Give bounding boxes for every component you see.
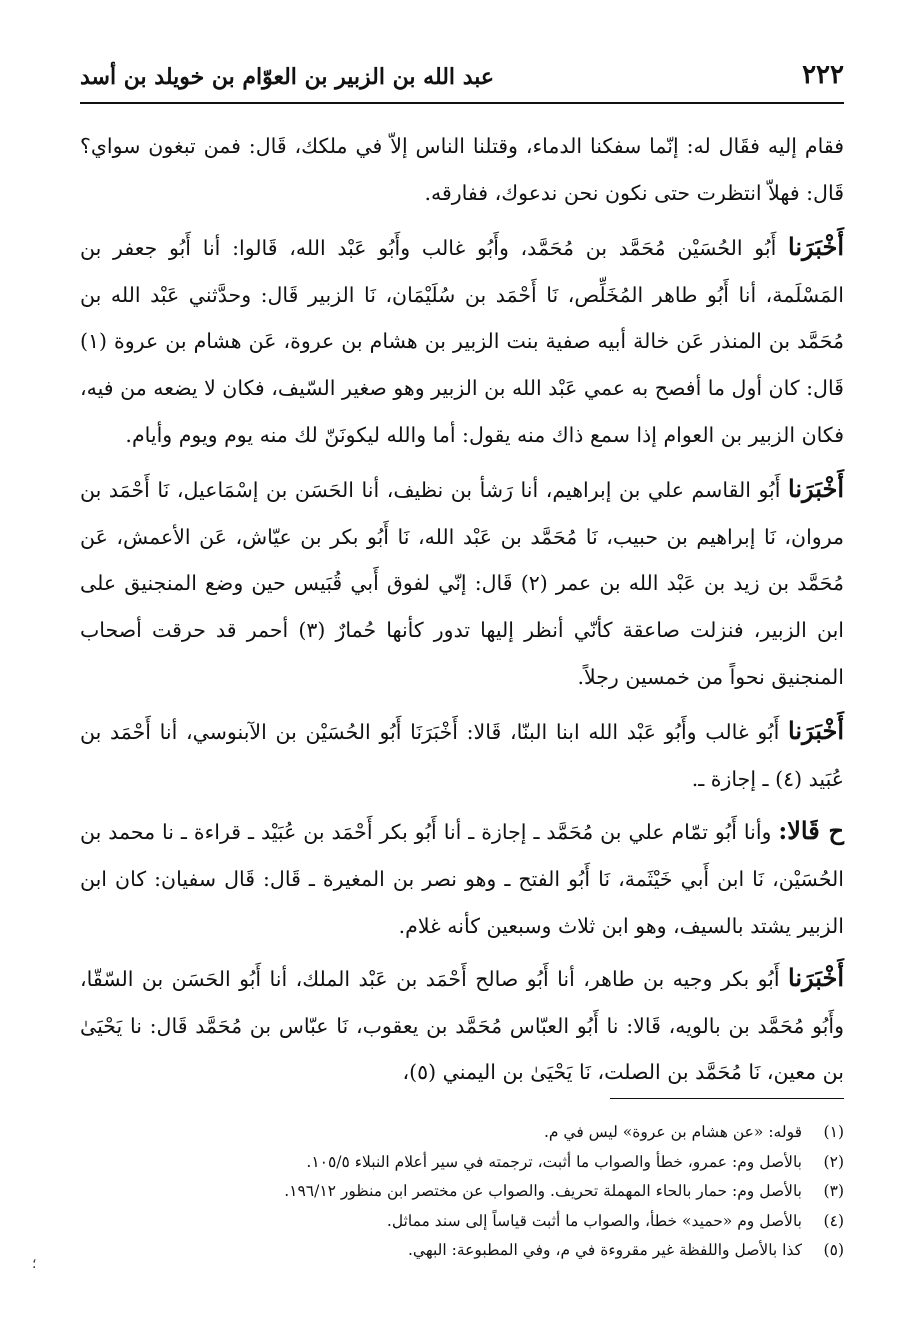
paragraph-lead: أَخْبَرَنا <box>788 232 844 262</box>
footnote <box>80 1118 844 1148</box>
footnote-text: بالأصل وم: حمار بالحاء المهملة تحريف. والصواب عن مختصر ابن منظور ١٩٦/١٢. <box>284 1182 802 1200</box>
footnote-number: (٥) <box>823 1241 844 1259</box>
paragraph-text: أَبُو الحُسَيْن مُحَمَّد بن مُحَمَّد، وأَبُو غالب وأَبُو عَبْد الله، قَالوا: أنا أَبُو جعفر بن المَسْلَمة، أنا أَبُو طاهر المُخَلِّص، نَا أَحْمَد بن سُلَيْمَان، نَا الزبير قَال: وحدَّثني عَبْد الله بن مُحَمَّد بن المنذر عَن خالة أبيه صفية بنت الزبير بن هشام بن عروة، عَن هشام بن عروة (١) قَال: كان أول ما أفصح به عمي عَبْد الله بن الزبير وهو صغير السّيف، فكان لا يضعه من فيه، فكان الزبير بن العوام إذا سمع ذاك منه يقول: أما والله ليكونَنّ لك منه يوم ويوم وأيام. <box>80 236 844 447</box>
header-rule <box>80 102 844 104</box>
footnote <box>80 1177 844 1207</box>
paragraph-lead: أَخْبَرَنا <box>788 474 844 504</box>
running-title: عبد الله بن الزبير بن العوّام بن خويلد بن أسد <box>80 64 495 90</box>
footnote-number: (٢) <box>823 1152 844 1171</box>
paragraph-lead: أَخْبَرَنا <box>788 963 844 993</box>
paragraph <box>80 224 844 458</box>
footnote-rule <box>610 1098 844 1099</box>
page-number: ٢٢٢ <box>802 60 844 90</box>
paragraph <box>80 466 844 700</box>
paragraph-text: فقام إليه فقَال له: إنّما سفكنا الدماء، وقتلنا الناس إلاّ في ملكك، قَال: فمن تبغون سواي؟ قَال: فهلاّ انتظرت حتى نكون نحن ندعوك، ففارقه. <box>80 134 844 205</box>
paragraph-text: أَبُو القاسم علي بن إبراهيم، أنا رَشأ بن نظيف، أنا الحَسَن بن إسْمَاعيل، نَا أَحْمَد بن مروان، نَا إبراهيم بن حبيب، نَا مُحَمَّد بن عَبْد الله، نَا أَبُو بكر بن عيّاش، عَن الأعمش، عَن مُحَمَّد بن زيد بن عَبْد الله بن عمر (٢) قَال: إنّي لفوق أَبي قُبَيس حين وضع المنجنيق على ابن الزبير، فنزلت صاعقة كأنّي أنظر إليها تدور كأنها حُمارٌ (٣) أحمر قد حرقت أصحاب المنجنيق نحواً من خمسين رجلاً. <box>80 478 845 689</box>
page-header <box>80 58 844 102</box>
footnote <box>80 1236 844 1266</box>
paragraph-text: أَبُو بكر وجيه بن طاهر، أنا أَبُو صالح أَحْمَد بن عَبْد الملك، أنا أَبُو الحَسَن بن السّقّا، وأَبُو مُحَمَّد بن بالويه، قَالا: نا أَبُو العبّاس مُحَمَّد بن يعقوب، نَا عبّاس بن مُحَمَّد قَال: نا يَحْيَىٰ بن معين، نَا مُحَمَّد بن الصلت، نَا يَحْيَىٰ بن اليمني (٥)، <box>80 967 844 1085</box>
footnotes <box>80 1118 844 1266</box>
footnote <box>80 1207 844 1237</box>
footnote <box>80 1148 844 1178</box>
footnote-text: كذا بالأصل واللفظة غير مقروءة في م، وفي المطبوعة: البهي. <box>408 1241 802 1259</box>
body-text <box>80 122 844 1104</box>
footnote-text: بالأصل وم: عمرو، خطأ والصواب ما أثبت، ترجمته في سير أعلام النبلاء ١٠٥/٥. <box>306 1152 802 1171</box>
paragraph-text: وأنا أَبُو تمّام علي بن مُحَمَّد ـ إجازة ـ أنا أَبُو بكر أَحْمَد بن عُبَيْد ـ قراءة ـ نا محمد بن الحُسَيْن، نَا ابن أَبي خَيْثَمة، نَا أَبُو الفتح ـ وهو نصر بن المغيرة ـ قَال: قَال سفيان: كان ابن الزبير يشتد بالسيف، وهو ابن ثلاث وسبعين كأنه غلام. <box>80 820 844 938</box>
footnote-number: (٤) <box>823 1211 844 1230</box>
margin-mark: ؛ <box>32 1256 37 1272</box>
paragraph-lead: ح قَالا: <box>778 816 844 846</box>
paragraph <box>80 808 844 949</box>
footnote-number: (٣) <box>823 1182 844 1200</box>
paragraph-text: أَبُو غالب وأَبُو عَبْد الله ابنا البنّا، قَالا: أَخْبَرَنَا أَبُو الحُسَيْن بن الآبنوسي، أنا أَحْمَد بن عُبَيد (٤) ـ إجازة ـ. <box>80 720 844 791</box>
footnote-text: قوله: «عن هشام بن عروة» ليس في م. <box>543 1123 802 1141</box>
paragraph <box>80 708 844 802</box>
paragraph-lead: أَخْبَرَنا <box>788 716 844 746</box>
paragraph <box>80 955 844 1096</box>
footnote-number: (١) <box>823 1123 844 1141</box>
footnote-text: بالأصل وم «حميد» خطأ، والصواب ما أثبت قياساً إلى سند مماثل. <box>386 1211 802 1230</box>
paragraph <box>80 122 844 216</box>
